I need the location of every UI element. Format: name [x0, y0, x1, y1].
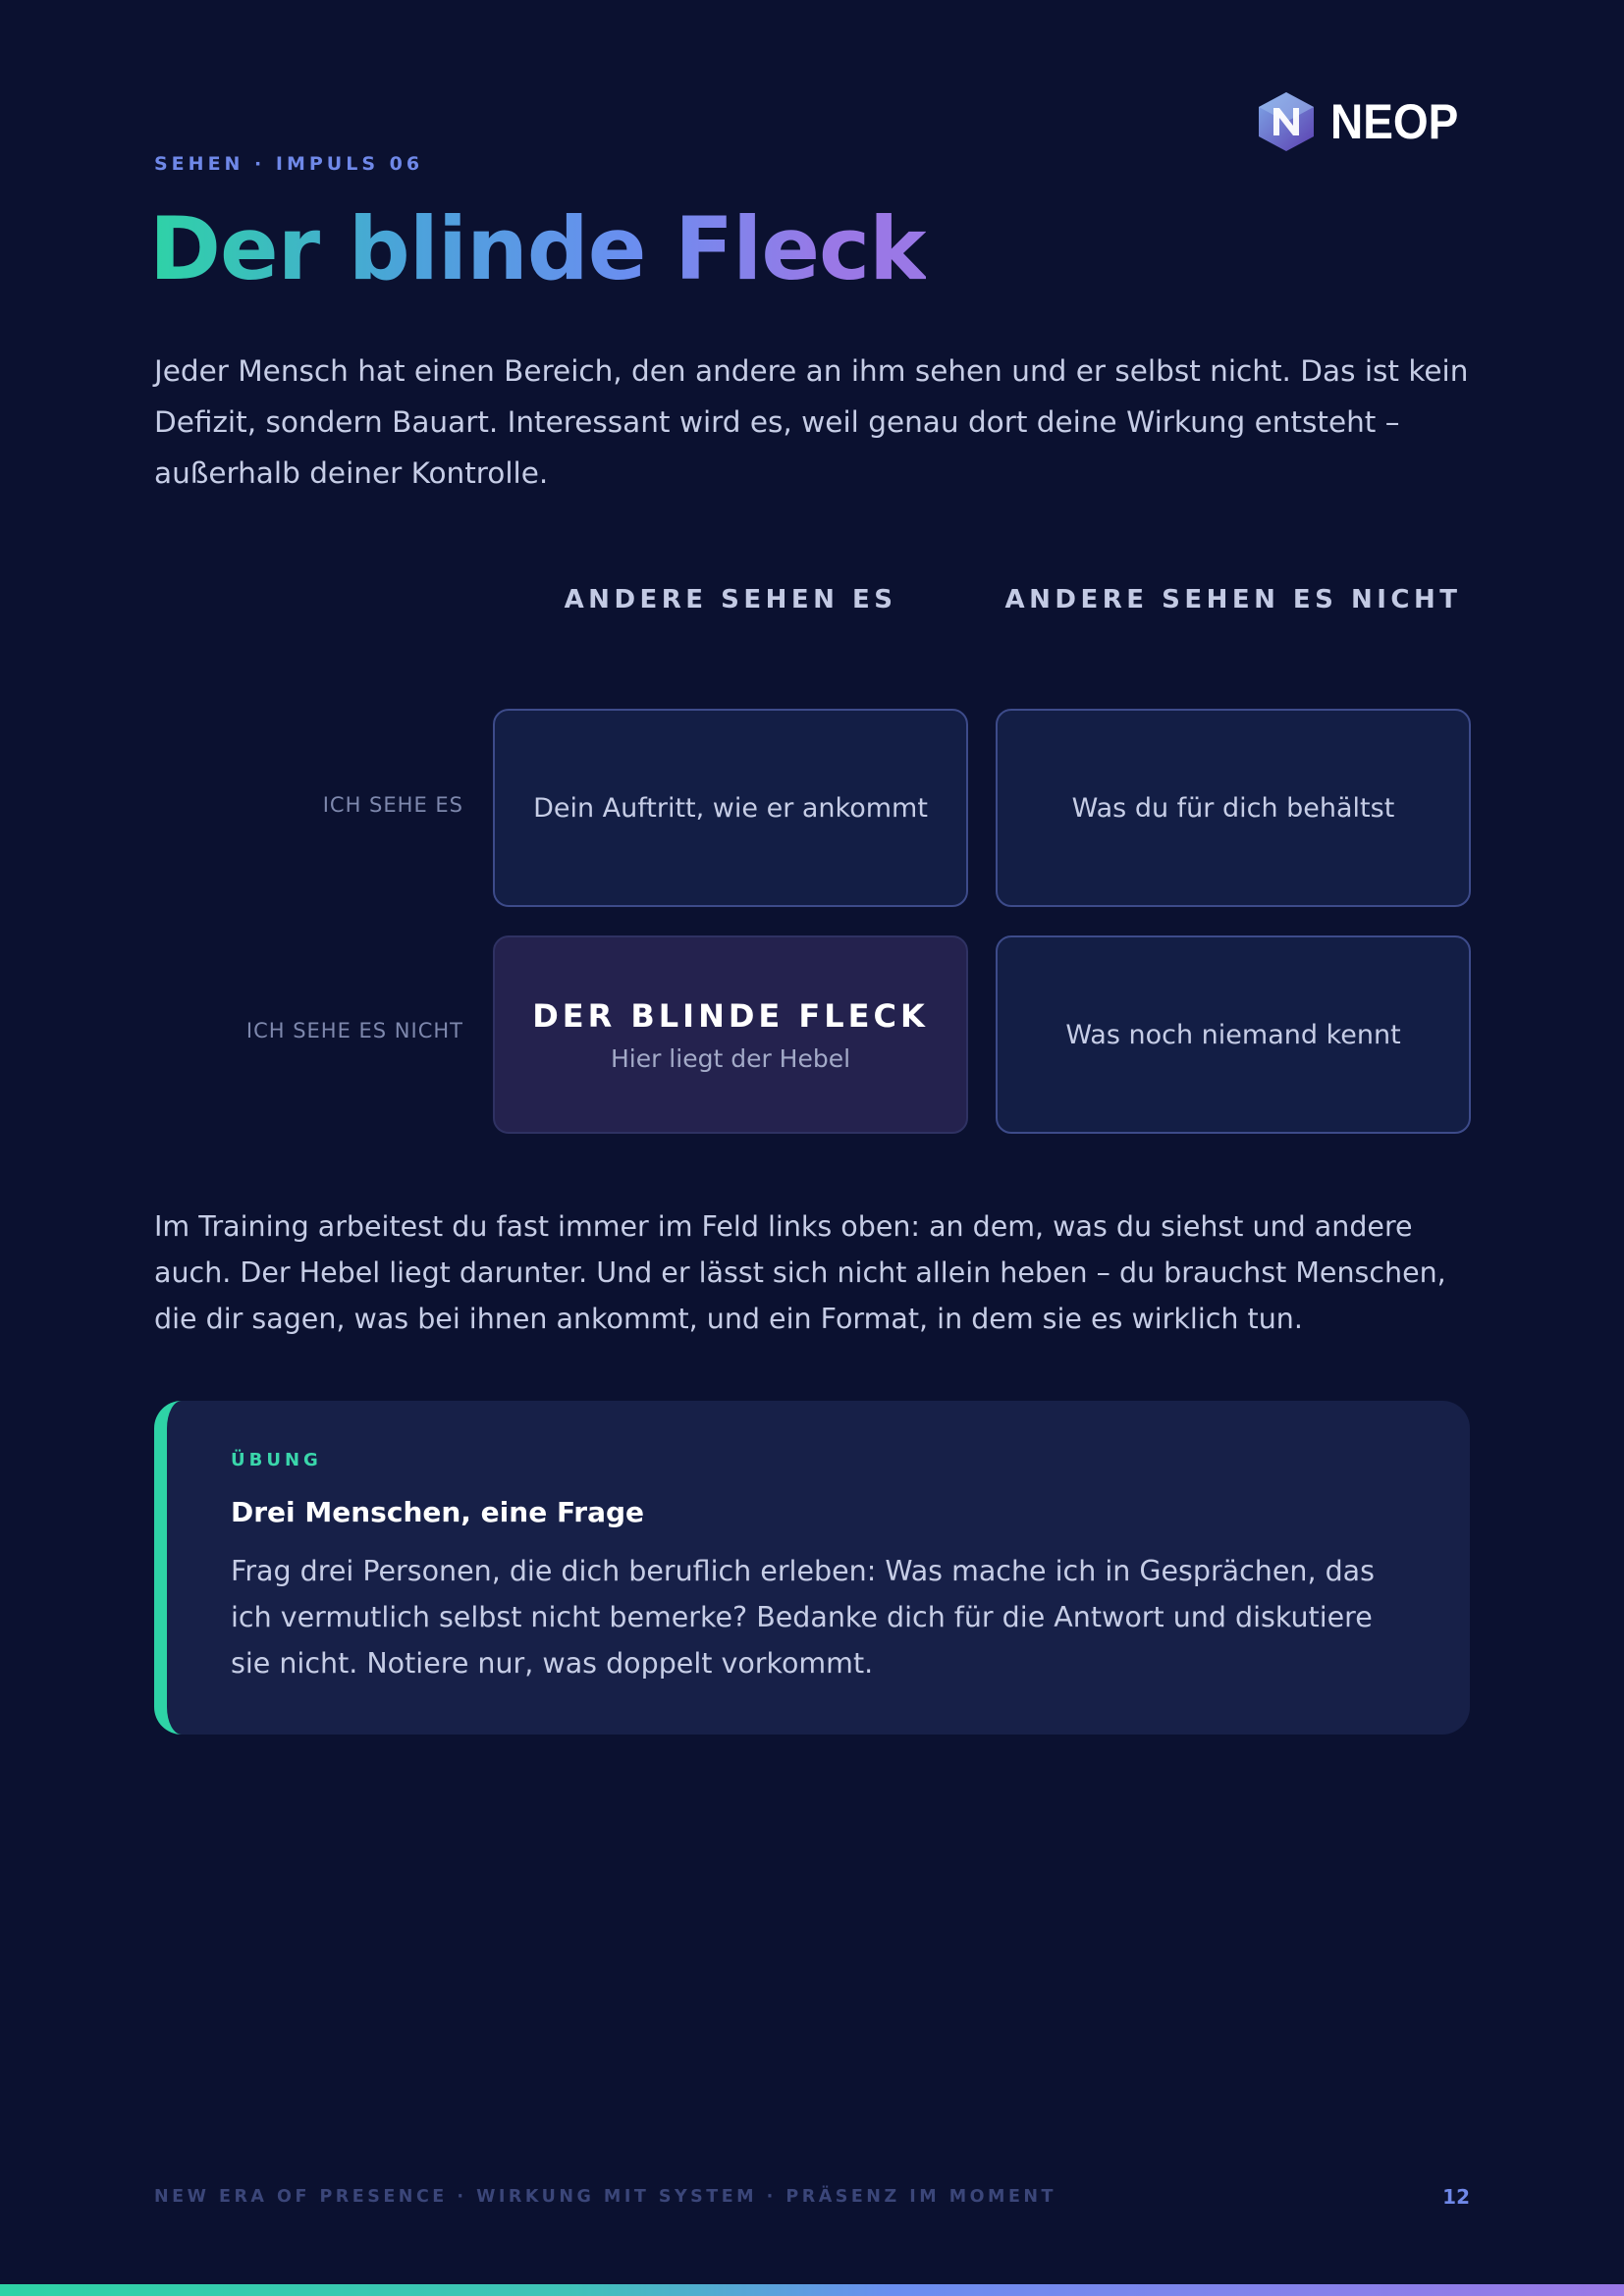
footer-tagline: NEW ERA OF PRESENCE · WIRKUNG MIT SYSTEM · PRÄSENZ IM MOMENT	[154, 2187, 1056, 2207]
hexagon-n-logo-icon	[1256, 90, 1317, 153]
exercise-label: ÜBUNG	[231, 1450, 322, 1470]
matrix-cell-hidden-area	[996, 709, 1471, 907]
section-eyebrow: SEHEN · IMPULS 06	[154, 153, 424, 175]
blind-spot-subtitle: Hier liegt der Hebel	[610, 1043, 851, 1073]
column-header-others-dont-see: ANDERE SEHEN ES NICHT	[1004, 585, 1462, 614]
row-label-i-dont-see: ICH SEHE ES NICHT	[245, 1019, 463, 1042]
exercise-box	[154, 1401, 1470, 1735]
matrix-cell-text: Was du für dich behältst	[1071, 792, 1395, 824]
page-title: Der blinde Fleck	[149, 198, 926, 299]
exercise-title: Drei Menschen, eine Frage	[231, 1496, 645, 1528]
row-label-i-see: ICH SEHE ES	[322, 793, 463, 817]
logo-text: NEOP	[1330, 94, 1459, 149]
brand-logo	[1256, 90, 1470, 153]
matrix-cell-unknown-area	[996, 935, 1471, 1134]
intro-paragraph: Jeder Mensch hat einen Bereich, den andere an ihm sehen und er selbst nicht. Das ist kein Defizit, sondern Bauart. Interessant wird es, weil genau dort deine Wirkung entsteht – außerhalb deiner Kontrolle.	[154, 354, 1469, 490]
body-paragraph: Im Training arbeitest du fast immer im Feld links oben: an dem, was du siehst und andere auch. Der Hebel liegt darunter. Und er lässt sich nicht allein heben – du brauchst Menschen, die dir sagen, was bei ihnen ankommt, und ein Format, in dem sie es wirklich tun.	[154, 1210, 1446, 1335]
blind-spot-title: DER BLINDE FLECK	[532, 996, 929, 1035]
page-number: 12	[1442, 2185, 1470, 2209]
matrix-cell-open-area	[493, 709, 968, 907]
matrix-cell-text: Dein Auftritt, wie er ankommt	[533, 792, 928, 824]
bottom-gradient-bar	[0, 2284, 1624, 2296]
matrix-cell-blind-spot	[493, 935, 968, 1134]
matrix-cell-text: Was noch niemand kennt	[1065, 1019, 1401, 1050]
column-header-others-see: ANDERE SEHEN ES	[564, 585, 897, 614]
exercise-text: Frag drei Personen, die dich beruflich erleben: Was mache ich in Gesprächen, das ich vermutlich selbst nicht bemerke? Bedanke dich für die Antwort und diskutiere sie nicht. Notiere nur, was doppelt vorkommt.	[231, 1555, 1375, 1680]
